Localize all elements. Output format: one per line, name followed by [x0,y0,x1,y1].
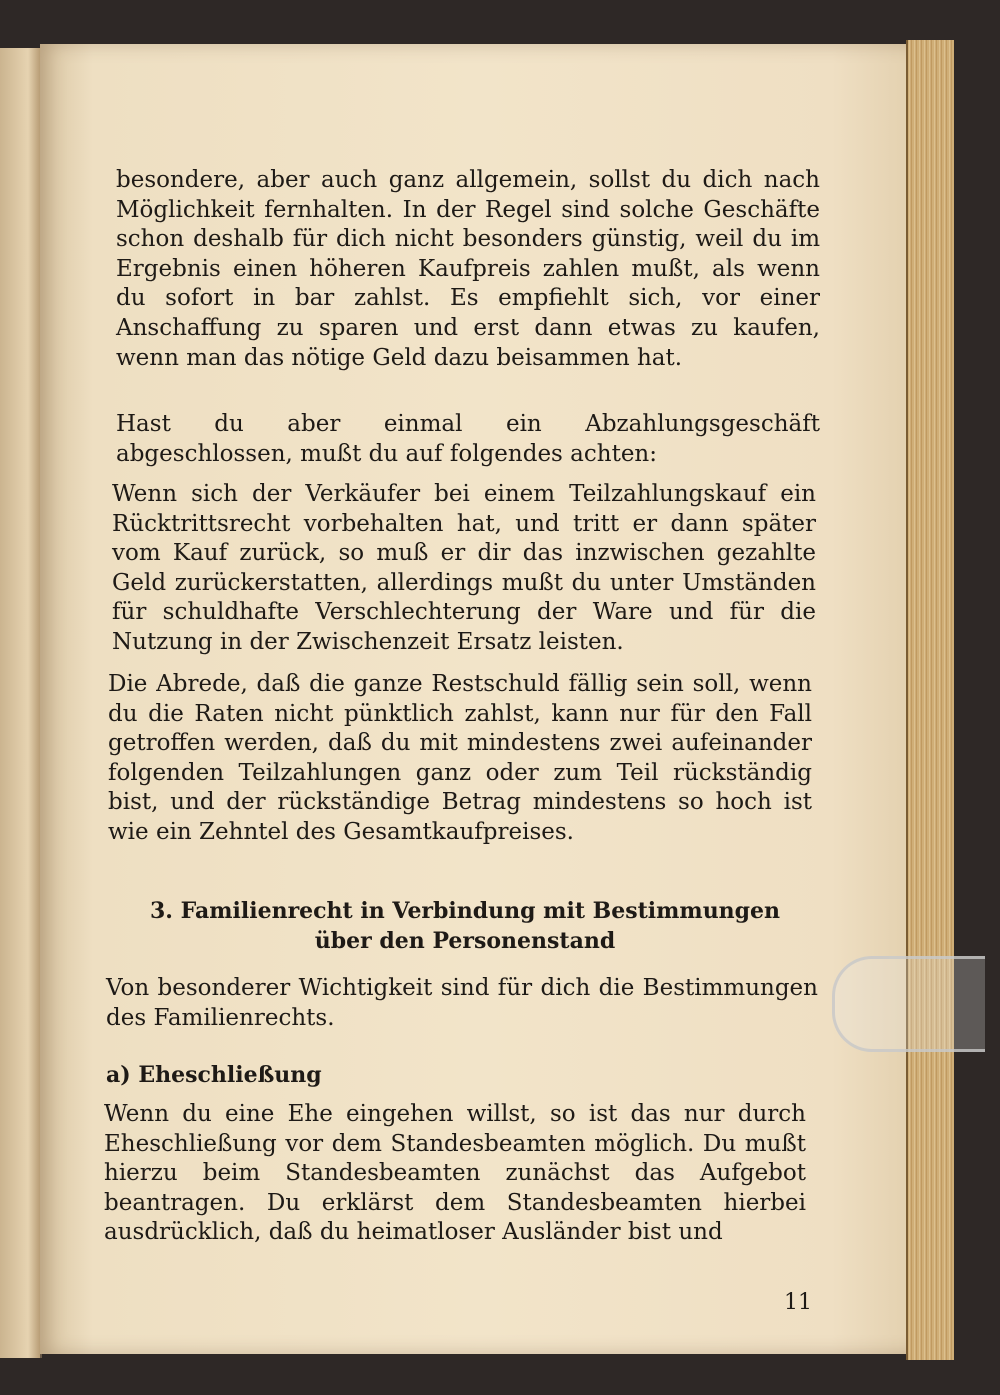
paper-clip [832,956,985,1052]
section-heading-line-2: über den Personenstand [314,928,616,954]
left-page-edge [0,48,42,1358]
section-heading-line-1: 3. Familienrecht in Verbindung mit Bestimmungen [149,898,781,924]
paragraph-6: Wenn du eine Ehe eingehen willst, so ist das nur durch Eheschließung vor dem Standesbeamten möglich. Du mußt hierzu beim Standesbeamten zunächst das Aufgebot beantragen. Du erklärst dem Standesbeamten hierbei ausdrücklich, daß du heimatloser Ausländer bist und [104,1101,806,1246]
paragraph-4: Die Abrede, daß die ganze Restschuld fällig sein soll, wenn du die Raten nicht pünktlich zahlst, kann nur für den Fall getroffen werden, daß du mit mindestens zwei aufeinander folgenden Teilzahlungen ganz oder zum Teil rückständig bist, und der rückständige Betrag mindestens so hoch ist wie ein Zehntel des Gesamtkaufpreises. [108,671,812,845]
page-number: 11 [784,1290,812,1315]
paragraph-1: besondere, aber auch ganz allgemein, sollst du dich nach Möglichkeit fernhalten. In der Regel sind solche Geschäfte schon deshalb für dich nicht besonders günstig, weil du im Ergebnis einen höheren Kaufpreis zahlen mußt, als wenn du sofort in bar zahlst. Es empfiehlt sich, vor einer Anschaffung zu sparen und erst dann etwas zu kaufen, wenn man das nötige Geld dazu beisammen hat. [116,167,820,371]
paragraph-5: Von besonderer Wichtigkeit sind für dich die Bestimmungen des Familienrechts. [106,975,818,1031]
paragraph-3: Wenn sich der Verkäufer bei einem Teilzahlungskauf ein Rücktrittsrecht vorbehalten hat, und tritt er dann später vom Kauf zurück, so muß er dir das inzwischen gezahlte Geld zurückerstatten, allerdings mußt du unter Umständen für schuldhafte Verschlechterung der Ware und für die Nutzung in der Zwischenzeit Ersatz leisten. [112,481,816,655]
subheading-eheschliessung: a) Eheschließung [106,1062,322,1088]
page-edges [906,40,954,1360]
section-heading [120,896,810,956]
paragraph-2: Hast du aber einmal ein Abzahlungsgeschäft abgeschlossen, mußt du auf folgendes achten: [116,411,820,467]
